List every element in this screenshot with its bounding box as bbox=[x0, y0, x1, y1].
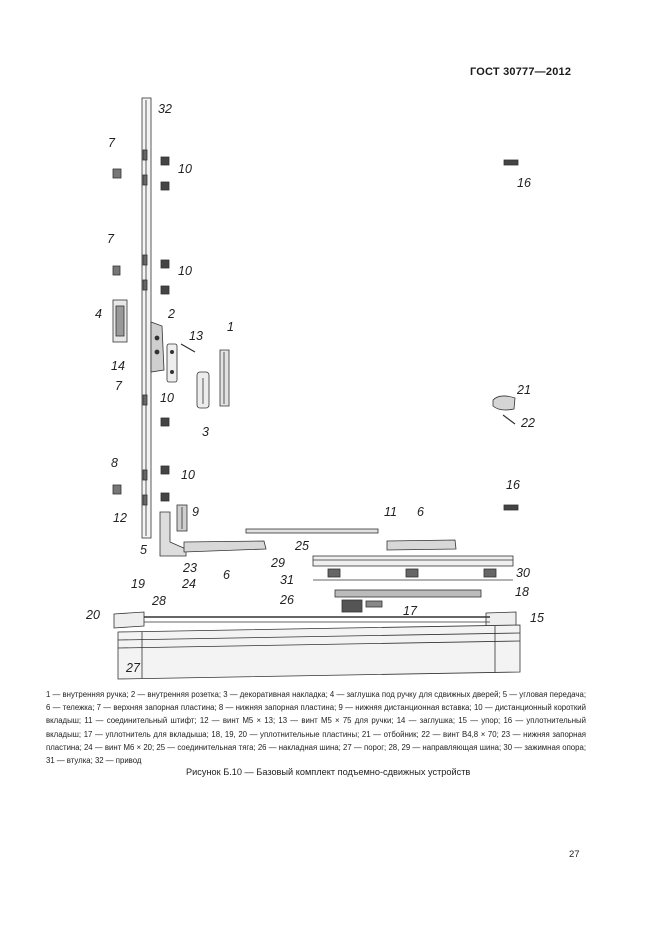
gearbox bbox=[151, 322, 164, 372]
locking-plate bbox=[113, 485, 121, 494]
page-number: 27 bbox=[569, 849, 580, 860]
label-26: 26 bbox=[280, 593, 294, 607]
seal-plate bbox=[114, 612, 144, 628]
label-29: 29 bbox=[271, 556, 285, 570]
carriage bbox=[387, 540, 456, 550]
guide-rail bbox=[313, 556, 513, 566]
label-31: 31 bbox=[280, 573, 294, 587]
label-5: 5 bbox=[140, 543, 147, 557]
connecting-pin bbox=[246, 529, 378, 533]
label-8: 8 bbox=[111, 456, 118, 470]
label-20: 20 bbox=[86, 608, 100, 622]
label-10: 10 bbox=[160, 391, 174, 405]
label-22: 22 bbox=[521, 416, 535, 430]
label-27: 27 bbox=[126, 661, 140, 675]
spacer-block bbox=[161, 182, 169, 190]
seal-insert bbox=[504, 505, 518, 510]
figure-legend bbox=[46, 688, 586, 767]
legend-text: 1 — внутренняя ручка; 2 — внутренняя розетка; 3 — декоративная накладка; 4 — заглушка под ручку для сдвижных дверей; 5 — угловая передача; 6 — тележка; 7 — верхняя запорная пластина; 8 — нижняя запорная пластина; 9 — нижняя дистанционная вставка; 10 — дистанционный короткий вкладыш; 11 — соединительный штифт; 12 — винт М5 × 13; 13 — винт М5 × 75 для ручки; 14 — заглушка; 15 — упор; 16 — уплотнительный вкладыш; 17 — уплотнитель для вкладыша; 18, 19, 20 — уплотнительные пластины; 21 — отбойник; 22 — винт В4,8 × 70; 23 — нижняя запорная пластина; 24 — винт М6 × 20; 25 — соединительная тяга; 26 — накладная шина; 27 — порог; 28, 29 — направляющая шина; 30 — зажимная опора; 31 — втулка; 32 — привод bbox=[46, 690, 586, 766]
spacer-block bbox=[161, 286, 169, 294]
label-10: 10 bbox=[181, 468, 195, 482]
spacer-block bbox=[161, 493, 169, 501]
spacer-block bbox=[161, 418, 169, 426]
label-11: 11 bbox=[384, 505, 397, 519]
label-24: 24 bbox=[182, 577, 196, 591]
label-7: 7 bbox=[108, 136, 115, 150]
label-9: 9 bbox=[192, 505, 199, 519]
figure-caption: Рисунок Б.10 — Базовый комплект подъемно-сдвижных устройств bbox=[186, 767, 471, 777]
label-30: 30 bbox=[516, 566, 530, 580]
seal-insert bbox=[504, 160, 518, 165]
inner-handle bbox=[220, 350, 229, 406]
label-14: 14 bbox=[111, 359, 125, 373]
rosette bbox=[167, 344, 177, 382]
label-21: 21 bbox=[517, 383, 531, 397]
document-code: ГОСТ 30777—2012 bbox=[470, 66, 572, 78]
label-2: 2 bbox=[168, 307, 175, 321]
overlay-rail bbox=[335, 590, 481, 597]
label-28: 28 bbox=[152, 594, 166, 608]
label-19: 19 bbox=[131, 577, 145, 591]
locking-plate bbox=[113, 169, 121, 178]
threshold bbox=[118, 625, 520, 679]
label-18: 18 bbox=[515, 585, 529, 599]
label-7: 7 bbox=[115, 379, 122, 393]
label-3: 3 bbox=[202, 425, 209, 439]
label-6: 6 bbox=[223, 568, 230, 582]
label-10: 10 bbox=[178, 162, 192, 176]
label-25: 25 bbox=[295, 539, 309, 553]
spacer-block bbox=[161, 466, 169, 474]
spacer-block bbox=[161, 260, 169, 268]
spacer-block bbox=[161, 157, 169, 165]
locking-plate bbox=[113, 266, 120, 275]
label-17: 17 bbox=[403, 604, 417, 618]
label-16: 16 bbox=[517, 176, 531, 190]
label-15: 15 bbox=[530, 611, 544, 625]
carriage bbox=[184, 541, 266, 552]
label-12: 12 bbox=[113, 511, 127, 525]
label-16: 16 bbox=[506, 478, 520, 492]
label-4: 4 bbox=[95, 307, 102, 321]
label-32: 32 bbox=[158, 102, 172, 116]
label-1: 1 bbox=[227, 320, 234, 334]
label-10: 10 bbox=[178, 264, 192, 278]
bumper bbox=[493, 396, 515, 410]
label-7: 7 bbox=[107, 232, 114, 246]
label-13: 13 bbox=[189, 329, 203, 343]
label-6: 6 bbox=[417, 505, 424, 519]
label-23: 23 bbox=[183, 561, 197, 575]
